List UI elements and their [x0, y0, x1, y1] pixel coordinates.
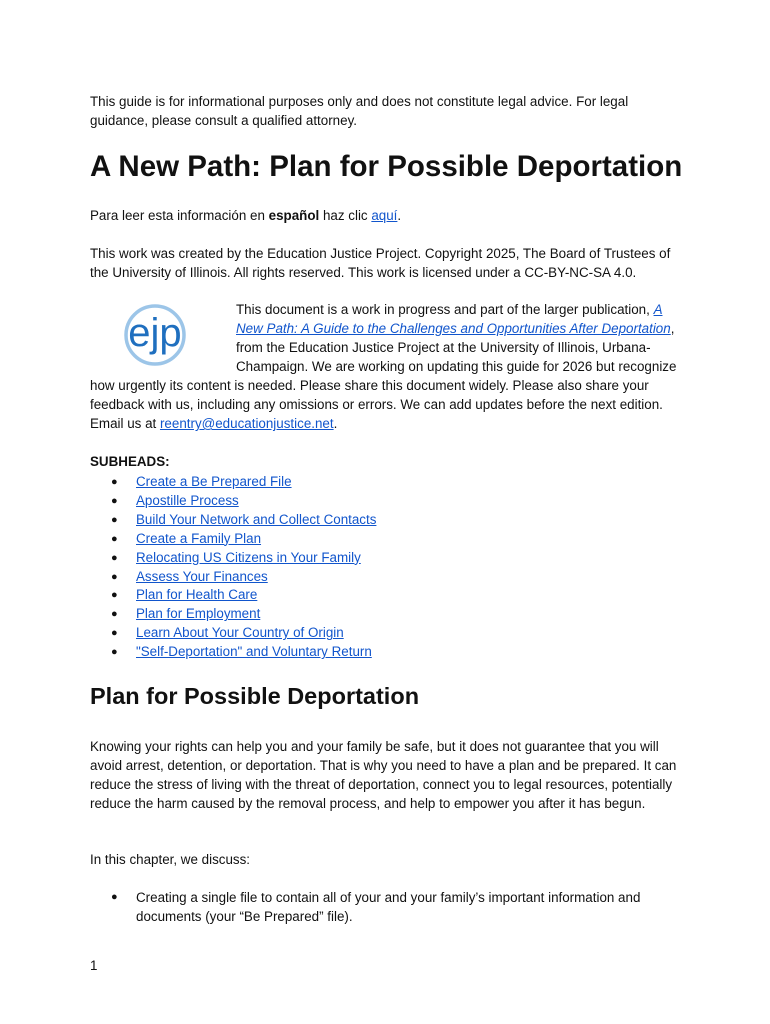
subhead-list-item	[90, 624, 376, 643]
spanish-note-middle: haz clic	[319, 208, 372, 223]
wip-text-before: This document is a work in progress and part of the larger publication,	[236, 302, 654, 317]
bullet-icon: ●	[111, 532, 118, 545]
copyright-notice: This work was created by the Education Justice Project. Copyright 2025, The Board of Trustees of the University of Illinois. All rights reserved. This work is licensed under a CC-BY-NC-SA 4.0.	[90, 246, 671, 280]
subhead-list-item	[90, 549, 376, 568]
ejp-logo	[124, 300, 194, 376]
subhead-link[interactable]: Relocating US Citizens in Your Family	[136, 549, 361, 565]
wip-text-after: .	[333, 416, 338, 431]
spanish-note-bold: español	[268, 208, 320, 223]
bullet-icon: ●	[111, 627, 118, 640]
subhead-list-item	[90, 473, 376, 492]
subheads-heading: SUBHEADS:	[90, 454, 170, 469]
subhead-link[interactable]: Plan for Employment	[136, 606, 261, 622]
logo-text: ejp	[128, 311, 182, 355]
subhead-list-item	[90, 530, 376, 549]
bullet-icon: ●	[111, 589, 118, 602]
bullet-icon: ●	[111, 608, 118, 621]
subhead-link[interactable]: Learn About Your Country of Origin	[136, 625, 344, 641]
email-link[interactable]: reentry@educationjustice.net	[159, 416, 334, 431]
section-title: Plan for Possible Deportation	[90, 683, 420, 709]
wip-text-middle: , from the Education Justice Project at the University of Illinois, Urbana-Champaign. We are working on updating this guide for 2026 but recognize how urgently its content is needed. Please share this document widely. Please also share your feedback with us, including any omissions or errors. We can add updates before the next edition. Email us at	[90, 321, 677, 431]
subhead-list-item	[90, 568, 376, 587]
subhead-list-item	[90, 511, 376, 530]
subhead-link[interactable]: Apostille Process	[136, 492, 239, 508]
subheads-list	[90, 473, 376, 662]
subhead-list-item	[90, 586, 376, 605]
ejp-logo-graphic	[124, 300, 194, 376]
document-title: A New Path: Plan for Possible Deportation	[90, 150, 683, 183]
chapter-topics-list	[90, 888, 690, 926]
bullet-icon: ●	[111, 494, 118, 507]
chapter-intro: In this chapter, we discuss:	[90, 852, 251, 867]
subhead-link[interactable]: Assess Your Finances	[136, 568, 268, 584]
spanish-note-before: Para leer esta información en	[90, 208, 269, 223]
spanish-version-note	[90, 206, 401, 225]
spanish-note-after: .	[397, 208, 402, 223]
bullet-icon: ●	[111, 551, 118, 564]
subhead-list-item	[90, 492, 376, 511]
bullet-icon: ●	[111, 646, 118, 659]
subhead-link[interactable]: "Self-Deportation" and Voluntary Return	[136, 644, 372, 660]
subhead-link[interactable]: Create a Family Plan	[136, 530, 262, 546]
subhead-link[interactable]: Plan for Health Care	[136, 587, 258, 603]
disclaimer-text: This guide is for informational purposes only and does not constitute legal advice. For legal guidance, please consult a qualified attorney.	[90, 94, 629, 128]
bullet-icon: ●	[111, 891, 118, 903]
subhead-link[interactable]: Build Your Network and Collect Contacts	[136, 511, 377, 527]
subhead-list-item	[90, 643, 376, 662]
publication-link[interactable]: A New Path: A Guide to the Challenges and Opportunities After Deportation	[236, 302, 671, 336]
intro-paragraph: Knowing your rights can help you and your family be safe, but it does not guarantee that you will avoid arrest, detention, or deportation. That is why you need to have a plan and be prepared. It can reduce the stress of living with the threat of deportation, connect you to legal resources, potentially reduce the harm caused by the removal process, and help to empower you after it has begun.	[90, 739, 677, 811]
bullet-icon: ●	[111, 513, 118, 526]
subhead-list-item	[90, 605, 376, 624]
spanish-version-link[interactable]: aquí	[371, 208, 398, 223]
page-number: 1	[90, 958, 98, 973]
chapter-topic-item	[90, 888, 690, 926]
bullet-icon: ●	[111, 570, 118, 583]
chapter-topic-text: Creating a single file to contain all of your and your family’s important information and documents (your “Be Prepared” file).	[136, 890, 641, 924]
subhead-link[interactable]: Create a Be Prepared File	[136, 474, 292, 489]
bullet-icon: ●	[111, 476, 118, 488]
